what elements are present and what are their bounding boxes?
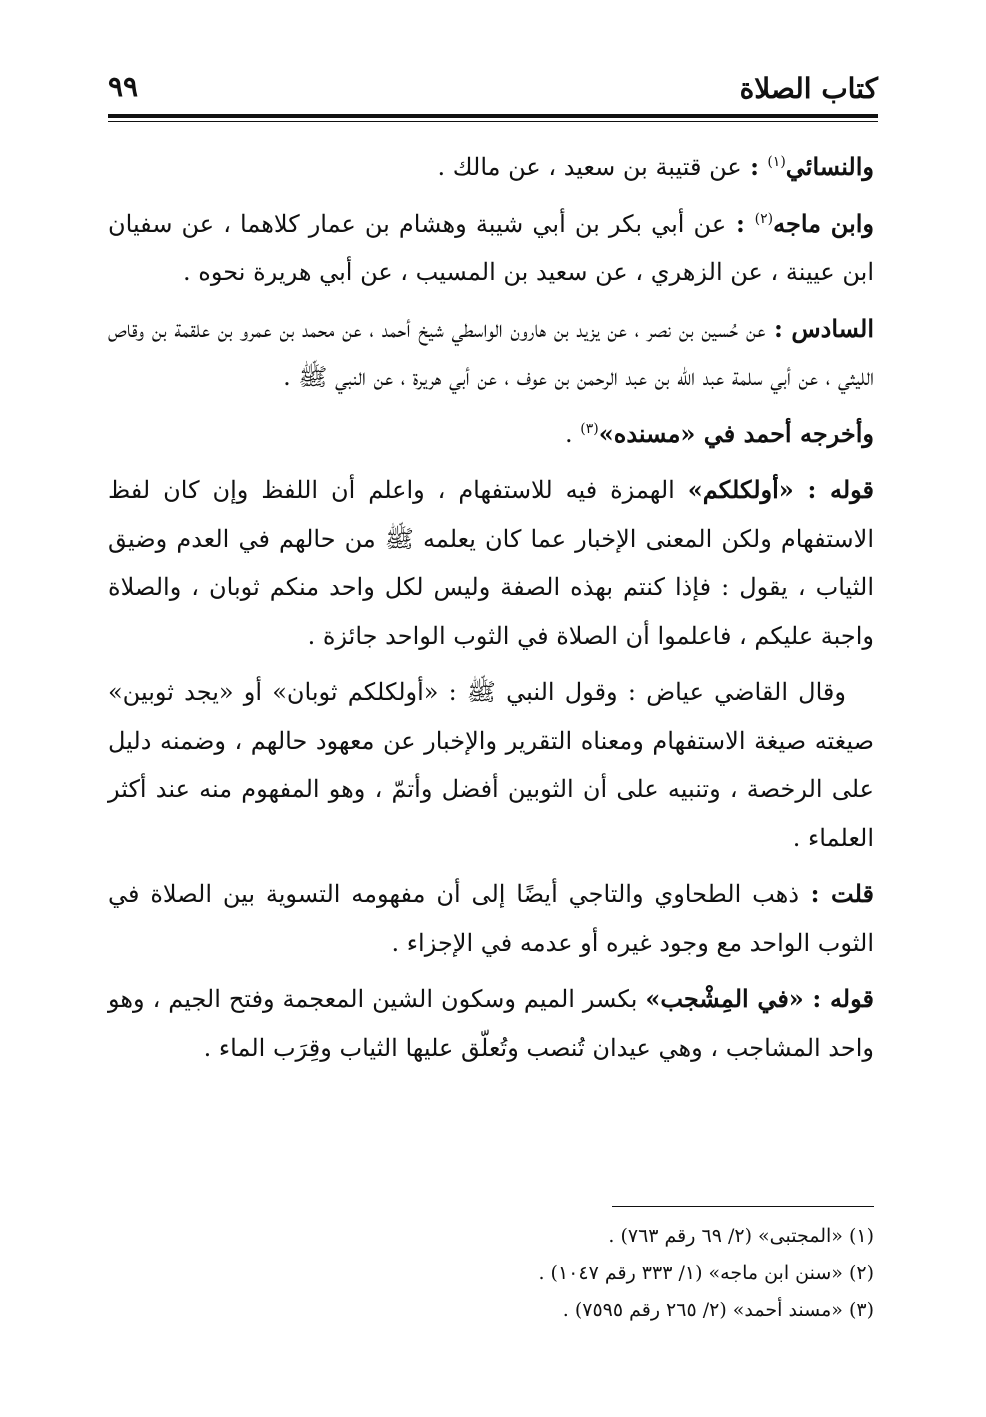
paragraph-colon: : bbox=[726, 208, 755, 238]
body-text bbox=[108, 143, 874, 1080]
paragraph-mishjab bbox=[108, 975, 874, 1072]
footnote-separator bbox=[612, 1206, 874, 1207]
paragraph-text: ذهب الطحاوي والتاجي أيضًا إلى أن مفهومه التسوية بين الصلاة في الثوب الواحد مع وجود غيره أو عدمه في الإجزاء . bbox=[108, 880, 874, 957]
footnote-ref: (٣) bbox=[580, 420, 599, 437]
paragraph-qadi-iyad bbox=[108, 668, 874, 862]
footnote-item: (٢) «سنن ابن ماجه» (١/ ٣٣٣ رقم ١٠٤٧) . bbox=[538, 1262, 874, 1284]
page-header bbox=[108, 66, 878, 112]
footnote-item: (١) «المجتبى» (٢/ ٦٩ رقم ٧٦٣) . bbox=[608, 1225, 874, 1247]
footnotes bbox=[300, 1218, 874, 1329]
header-rule-thick bbox=[108, 114, 878, 118]
paragraph-text: وقال القاضي عياض : وقول النبي ﷺ : «أولكلكم ثوبان» أو «يجد ثوبين» صيغته صيغة الاستفهام ومعناه التقرير والإخبار عن معهود حالهم ، وضمنه دليل على الرخصة ، وتنبيه على أن الثوبين أفضل وأتمّ ، وهو المفهوم منه عند أكثر العلماء . bbox=[108, 678, 875, 852]
paragraph-ibn-majah bbox=[108, 200, 874, 297]
header-rule-thin bbox=[108, 121, 878, 122]
paragraph-lead: قوله : «في المِشْجب» bbox=[645, 984, 874, 1013]
paragraph-lead: وأخرجه أحمد في «مسنده» bbox=[598, 418, 874, 448]
paragraph-text: بكسر الميم وسكون الشين المعجمة وفتح الجيم ، وهو واحد المشاجب ، وهي عيدان تُنصب وتُعلّق عليها الثياب وقِرَب الماء . bbox=[108, 985, 874, 1062]
paragraph-qultu bbox=[108, 870, 874, 967]
paragraph-text: عن قتيبة بن سعيد ، عن مالك . bbox=[437, 153, 742, 181]
paragraph-colon: : bbox=[799, 879, 832, 908]
paragraph-colon: : bbox=[765, 313, 792, 343]
footnote-ref: (١) bbox=[767, 154, 786, 170]
paragraph-ahmad bbox=[108, 410, 874, 459]
paragraph-sixth bbox=[108, 305, 874, 402]
paragraph-lead: وابن ماجه bbox=[773, 208, 875, 238]
chapter-title: كتاب الصلاة bbox=[739, 72, 878, 105]
paragraph-text: عن حُسين بن نصر ، عن يزيد بن هارون الواسطي شيخ أحمد ، عن محمد بن عمرو بن علقمة بن وقاص الليثي ، عن أبي سلمة عبد الله بن عبد الرحمن بن عوف ، عن أبي هريرة ، عن النبي ﷺ . bbox=[108, 314, 874, 391]
page-number: ٩٩ bbox=[108, 70, 139, 103]
paragraph-lead: قوله : «أولكلكم» bbox=[687, 475, 875, 504]
paragraph-lead: السادس bbox=[791, 313, 875, 343]
footnote-ref: (٢) bbox=[754, 210, 774, 227]
paragraph-text: عن أبي بكر بن أبي شيبة وهشام بن عمار كلاهما ، عن سفيان ابن عيينة ، عن الزهري ، عن سعيد بن المسيب ، عن أبي هريرة نحوه . bbox=[108, 209, 874, 286]
paragraph-text: . bbox=[565, 419, 581, 448]
paragraph-colon: : bbox=[741, 152, 768, 181]
paragraph-colon bbox=[675, 476, 688, 504]
paragraph-lead: قلت bbox=[831, 879, 874, 908]
paragraph-text: الهمزة فيه للاستفهام ، واعلم أن اللفظ وإن كان لفظ الاستفهام ولكن المعنى الإخبار عما كان يعلمه ﷺ من حالهم في العدم وضيق الثياب ، يقول : فإذا كنتم بهذه الصفة وليس لكل واحد منكم ثوبان ، والصلاة واجبة عليكم ، فاعلموا أن الصلاة في الثوب الواحد جائزة . bbox=[108, 476, 874, 650]
footnote-item: (٣) «مسند أحمد» (٢/ ٢٦٥ رقم ٧٥٩٥) . bbox=[562, 1299, 874, 1321]
paragraph-lead: والنسائي bbox=[785, 152, 874, 181]
paragraph-nasai bbox=[108, 143, 874, 192]
paragraph-awalikullikum bbox=[108, 466, 874, 660]
